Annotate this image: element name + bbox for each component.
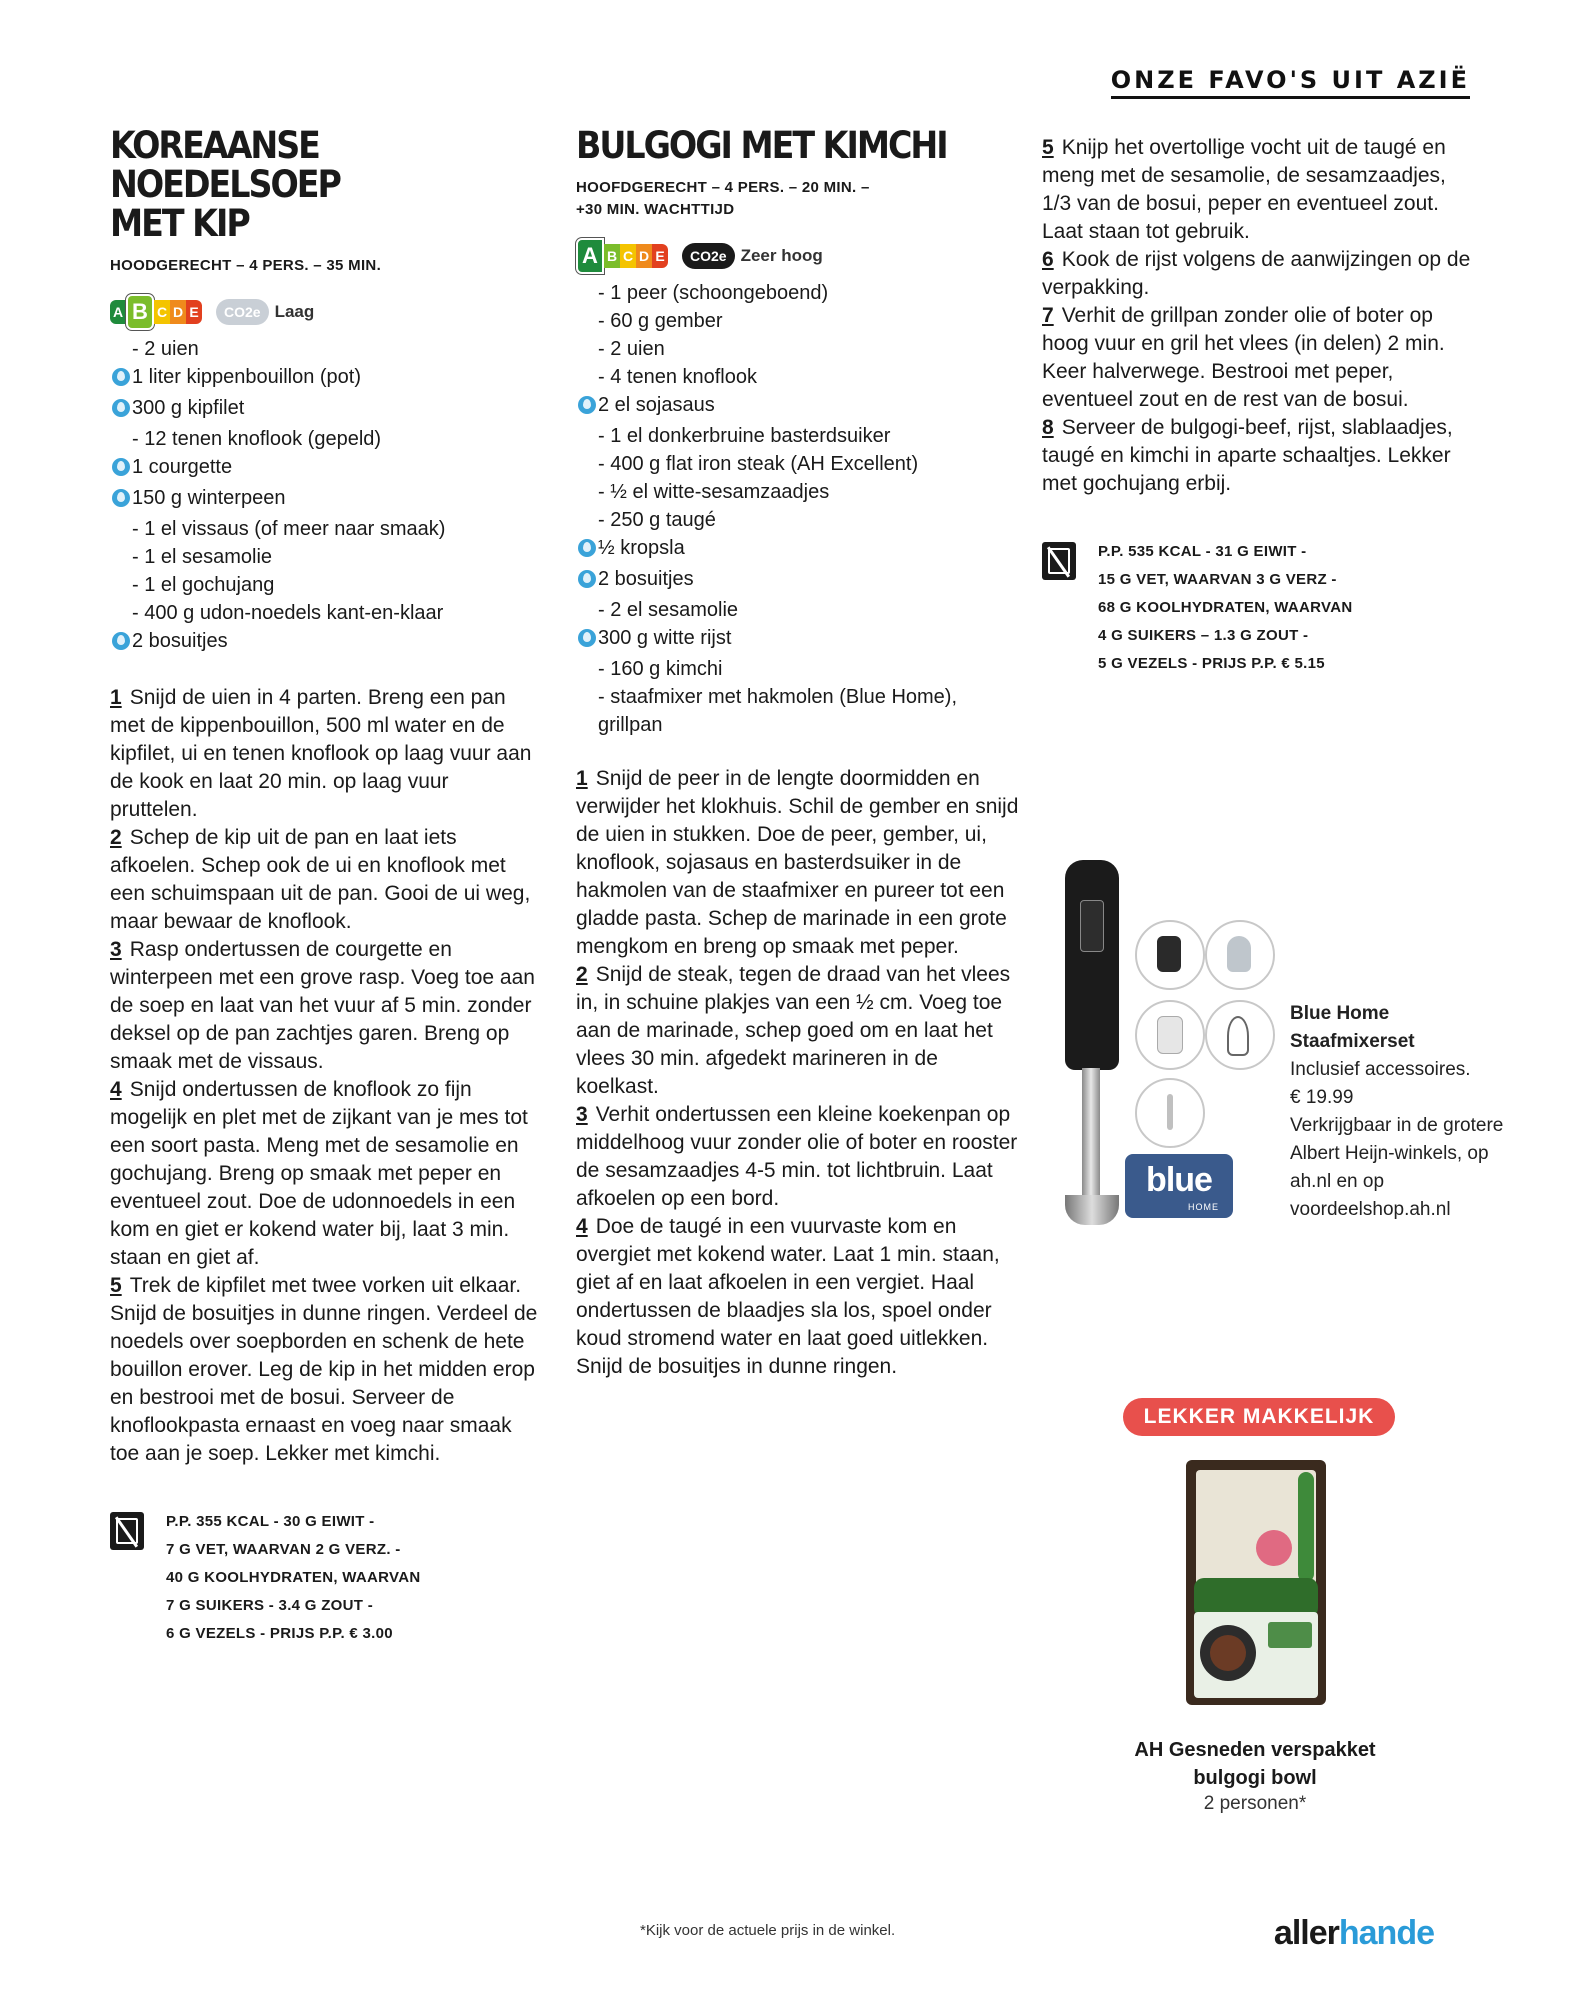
- recipe-meta: HOODGERECHT – 4 PERS. – 35 MIN.: [110, 257, 382, 274]
- package-servings: 2 personen*: [1203, 1793, 1307, 1814]
- nutrition-line: 7 G SUIKERS - 3.4 G ZOUT -: [166, 1597, 373, 1614]
- step-number: 2: [576, 963, 588, 986]
- nutrition-text: [1098, 538, 1353, 678]
- package-product-name: [1100, 1736, 1410, 1792]
- recipe-title-line2: MET KIP: [110, 202, 249, 245]
- nutrition-line: P.P. 535 KCAL - 31 G EIWIT -: [1098, 543, 1307, 560]
- nutriscore-badge: [576, 242, 668, 270]
- brand-part2: hande: [1338, 1914, 1434, 1952]
- ingredient-item: [110, 599, 540, 627]
- co2-cloud-icon: CO2e: [216, 299, 269, 325]
- ingredient-text: - 2 uien: [132, 338, 199, 360]
- nutrition-line: P.P. 355 KCAL - 30 G EIWIT -: [166, 1513, 375, 1530]
- ingredient-item: [576, 683, 1026, 739]
- ingredient-item: [576, 655, 1026, 683]
- blue-home-logo: [1125, 1154, 1233, 1218]
- recipe-step: [110, 1272, 540, 1468]
- mixer-promo: [1055, 850, 1515, 1230]
- nutrition-line: 4 G SUIKERS – 1.3 G ZOUT -: [1098, 627, 1309, 644]
- step-number: 8: [1042, 416, 1054, 439]
- accessory-shaft-icon: [1135, 1078, 1205, 1148]
- ingredient-item: [576, 565, 1026, 596]
- allerhande-logo: [1274, 1914, 1434, 1953]
- recipe-step: [1042, 302, 1472, 414]
- step-number: 4: [576, 1215, 588, 1238]
- bulgogi-bowl-package-image: [1186, 1460, 1326, 1705]
- ingredient-item: [576, 363, 1026, 391]
- co2-cloud-icon: CO2e: [682, 243, 735, 269]
- ingredient-text: - ½ el witte-sesamzaadjes: [598, 481, 830, 503]
- recipe-step: [1042, 134, 1472, 246]
- ingredient-text: 2 el sojasaus: [598, 394, 715, 416]
- ingredient-text: - 1 peer (schoongeboend): [598, 282, 829, 304]
- ingredient-item: [110, 571, 540, 599]
- ingredient-item: [576, 307, 1026, 335]
- nutrition-line: 68 G KOOLHYDRATEN, WAARVAN: [1098, 599, 1353, 616]
- recipe-meta: [576, 177, 1026, 221]
- product-availability: Verkrijgbaar in de grotere Albert Heijn-winkels, op ah.nl en op voordeelshop.ah.nl: [1290, 1115, 1504, 1220]
- step-number: 4: [110, 1078, 122, 1101]
- nutrition-line: 7 G VET, WAARVAN 2 G VERZ. -: [166, 1541, 401, 1558]
- ingredient-item: [576, 279, 1026, 307]
- water-drop-icon: [578, 539, 596, 557]
- ingredient-text: - 400 g udon-noedels kant-en-klaar: [132, 602, 444, 624]
- recipe-meta-line2: +30 MIN. WACHTTIJD: [576, 201, 735, 218]
- nutriscore-c: C: [620, 244, 636, 268]
- accessory-beaker-icon: [1135, 1000, 1205, 1070]
- recipe-meta-line1: HOOFDGERECHT – 4 PERS. – 20 MIN. –: [576, 179, 870, 196]
- accessory-whisk-icon: [1205, 1000, 1275, 1070]
- ingredient-text: - 400 g flat iron steak (AH Excellent): [598, 453, 919, 475]
- nutrition-line: 6 G VEZELS - PRIJS P.P. € 3.00: [166, 1625, 393, 1642]
- nutrition-line: 15 G VET, WAARVAN 3 G VERZ -: [1098, 571, 1337, 588]
- score-badges: [110, 295, 540, 329]
- ingredient-text: - 1 el gochujang: [132, 574, 275, 596]
- step-text: Snijd de uien in 4 parten. Breng een pan met de kippenbouillon, 500 ml water en de kipfilet, ui en tenen knoflook op laag vuur aan de kook en laat 20 min. op laag vuur pruttelen.: [110, 686, 532, 821]
- nutrition-info: [1042, 538, 1472, 678]
- nutriscore-a: A: [110, 300, 126, 324]
- recipe-bulgogi-continued: [1042, 134, 1472, 678]
- ingredient-text: - 160 g kimchi: [598, 658, 723, 680]
- ingredient-list: [110, 335, 540, 658]
- ingredient-item: [110, 363, 540, 394]
- product-name-line1: Blue Home: [1290, 1003, 1390, 1024]
- ingredient-text: - 1 el donkerbruine basterdsuiker: [598, 425, 891, 447]
- ingredient-text: - 2 el sesamolie: [598, 599, 739, 621]
- recipe-step: [1042, 414, 1472, 498]
- step-text: Serveer de bulgogi-beef, rijst, slablaadjes, taugé en kimchi in aparte schaaltjes. Lekker met gochujang erbij.: [1042, 416, 1453, 495]
- nutriscore-e: E: [652, 244, 668, 268]
- package-product-name-line1: AH Gesneden verspakket: [1134, 1739, 1376, 1761]
- nutrition-line: 40 G KOOLHYDRATEN, WAARVAN: [166, 1569, 421, 1586]
- ingredient-item: [110, 484, 540, 515]
- ingredient-item: [576, 506, 1026, 534]
- step-number: 6: [1042, 248, 1054, 271]
- recipe-steps: [576, 765, 1026, 1381]
- recipe-title: BULGOGI MET KIMCHI: [576, 124, 947, 167]
- ingredient-item: [110, 453, 540, 484]
- ingredient-item: [576, 596, 1026, 624]
- ingredient-text: - 250 g taugé: [598, 509, 716, 531]
- step-text: Trek de kipfilet met twee vorken uit elkaar. Snijd de bosuitjes in dunne ringen. Verdeel de noedels over soepborden en schenk de hete bouillon erover. Leg de kip in het midden erop en bestrooi met de bosui. Serveer de knoflookpasta ernaast en voeg naar smaak toe aan je soep. Lekker met kimchi.: [110, 1274, 538, 1465]
- step-text: Snijd ondertussen de knoflook zo fijn mogelijk en plet met de zijkant van je mes tot een soort pasta. Meng met de sesamolie en gochujang. Breng op smaak met peper en eventueel zout. Doe de udonnoedels in een kom en giet er kokend water bij, laat 3 min. staan en giet af.: [110, 1078, 528, 1269]
- water-drop-icon: [112, 489, 130, 507]
- step-text: Schep de kip uit de pan en laat iets afkoelen. Schep ook de ui en knoflook met een schuimspaan uit de pan. Gooi de ui weg, maar bewaar de knoflook.: [110, 826, 531, 933]
- nutriscore-d: D: [636, 244, 652, 268]
- ingredient-text: 2 bosuitjes: [598, 568, 694, 590]
- brand-part1: aller: [1273, 1914, 1339, 1952]
- section-title: ONZE FAVO'S UIT AZIË: [1111, 66, 1470, 99]
- ingredient-item: [576, 335, 1026, 363]
- step-text: Doe de taugé in een vuurvaste kom en overgiet met kokend water. Laat 1 min. staan, giet af en laat afkoelen in een vergiet. Haal ondertussen de blaadjes sla los, spoel onder koud stromend water en laat goed uitlekken. Snijd de bosuitjes in dunne ringen.: [576, 1215, 1000, 1378]
- ingredient-text: 1 liter kippenbouillon (pot): [132, 366, 362, 388]
- ingredient-item: [576, 450, 1026, 478]
- co2-level: Laag: [274, 302, 315, 321]
- ingredient-text: - 60 g gember: [598, 310, 723, 332]
- nutriscore-e: E: [186, 300, 202, 324]
- ingredient-text: ½ kropsla: [598, 537, 685, 559]
- package-product-name-line2: bulgogi bowl: [1193, 1767, 1317, 1789]
- nutriscore-c: C: [154, 300, 170, 324]
- accessory-bowl-icon: [1205, 920, 1275, 990]
- recipe-step: [1042, 246, 1472, 302]
- recipe-step: [576, 765, 1026, 961]
- hand-blender-image: [1065, 860, 1119, 1070]
- step-text: Kook de rijst volgens de aanwijzingen op de verpakking.: [1042, 248, 1471, 299]
- recipe-steps-continued: [1042, 134, 1472, 498]
- recipe-korean-noodle-soup: [110, 126, 540, 1648]
- accessory-chopper-icon: [1135, 920, 1205, 990]
- recipe-title: [110, 126, 540, 243]
- step-number: 1: [110, 686, 122, 709]
- blue-home-logo-sub: HOME: [1188, 1202, 1219, 1212]
- ingredient-text: - staafmixer met hakmolen (Blue Home), grillpan: [598, 686, 958, 736]
- step-number: 5: [1042, 136, 1054, 159]
- hand-blender-foot: [1065, 1195, 1119, 1225]
- ingredient-item: [576, 534, 1026, 565]
- ingredient-item: [110, 627, 540, 658]
- step-text: Verhit de grillpan zonder olie of boter op hoog vuur en gril het vlees (in delen) 2 min. Keer halverwege. Bestrooi met peper, eventueel zout en de rest van de bosui.: [1042, 304, 1445, 411]
- recipe-step: [110, 684, 540, 824]
- ingredient-text: 2 bosuitjes: [132, 630, 228, 652]
- nutrition-line: 5 G VEZELS - PRIJS P.P. € 5.15: [1098, 655, 1325, 672]
- price-footnote: *Kijk voor de actuele prijs in de winkel.: [640, 1922, 896, 1939]
- step-text: Verhit ondertussen een kleine koekenpan op middelhoog vuur zonder olie of boter en rooster de sesamzaadjes 4-5 min. tot lichtbruin. Laat afkoelen op een bord.: [576, 1103, 1018, 1210]
- nutriscore-b-active: B: [126, 294, 154, 330]
- ingredient-item: [576, 422, 1026, 450]
- step-text: Snijd de steak, tegen de draad van het vlees in, in schuine plakjes van een ½ cm. Voeg toe aan de marinade, schep goed om en laat het vlees 30 min. afgedekt marineren in de koelkast.: [576, 963, 1011, 1098]
- step-number: 1: [576, 767, 588, 790]
- step-number: 3: [576, 1103, 588, 1126]
- step-number: 3: [110, 938, 122, 961]
- water-drop-icon: [112, 632, 130, 650]
- water-drop-icon: [112, 458, 130, 476]
- step-number: 7: [1042, 304, 1054, 327]
- ingredient-text: 300 g kipfilet: [132, 397, 245, 419]
- ingredient-text: - 12 tenen knoflook (gepeld): [132, 428, 382, 450]
- nutriscore-d: D: [170, 300, 186, 324]
- ingredient-text: 300 g witte rijst: [598, 627, 732, 649]
- water-drop-icon: [112, 399, 130, 417]
- nutrition-icon: [110, 1512, 144, 1550]
- nutrition-info: [110, 1508, 540, 1648]
- step-number: 2: [110, 826, 122, 849]
- water-drop-icon: [112, 368, 130, 386]
- step-text: Rasp ondertussen de courgette en winterpeen met een grove rasp. Voeg toe aan de soep en laat van het vuur af 5 min. zonder deksel op de pan zachtjes garen. Breng op smaak met de vissaus.: [110, 938, 535, 1073]
- water-drop-icon: [578, 629, 596, 647]
- recipe-bulgogi-kimchi: [576, 126, 1026, 1381]
- step-text: Knijp het overtollige vocht uit de taugé en meng met de sesamolie, de sesamzaadjes, 1/3 van de bosui, peper en eventueel zout. Laat staan tot gebruik.: [1042, 136, 1446, 243]
- ingredient-item: [110, 394, 540, 425]
- ingredient-item: [576, 478, 1026, 506]
- nutrition-text: [166, 1508, 421, 1648]
- recipe-title-line1: KOREAANSE NOEDELSOEP: [110, 124, 340, 206]
- recipe-steps: [110, 684, 540, 1468]
- nutrition-icon: [1042, 542, 1076, 580]
- ingredient-text: 1 courgette: [132, 456, 233, 478]
- product-price: € 19.99: [1290, 1087, 1354, 1108]
- nutriscore-a-active: A: [576, 238, 604, 274]
- water-drop-icon: [578, 570, 596, 588]
- product-name-line2: Staafmixerset: [1290, 1031, 1415, 1052]
- ingredient-text: - 1 el sesamolie: [132, 546, 273, 568]
- mixer-promo-text: [1290, 1000, 1520, 1224]
- blue-home-logo-text: blue: [1146, 1161, 1212, 1199]
- co2-level: Zeer hoog: [740, 246, 823, 265]
- ingredient-item: [110, 335, 540, 363]
- ingredient-item: [576, 391, 1026, 422]
- ingredient-text: - 2 uien: [598, 338, 665, 360]
- nutriscore-badge: [110, 298, 202, 326]
- recipe-step: [110, 824, 540, 936]
- recipe-step: [576, 1213, 1026, 1381]
- product-description: Inclusief accessoires.: [1290, 1059, 1471, 1080]
- recipe-step: [110, 1076, 540, 1272]
- ingredient-list: [576, 279, 1026, 739]
- nutriscore-b: B: [604, 244, 620, 268]
- ingredient-text: - 4 tenen knoflook: [598, 366, 757, 388]
- water-drop-icon: [578, 396, 596, 414]
- ingredient-item: [110, 543, 540, 571]
- recipe-step: [576, 1101, 1026, 1213]
- recipe-step: [576, 961, 1026, 1101]
- ingredient-item: [110, 515, 540, 543]
- step-text: Snijd de peer in de lengte doormidden en verwijder het klokhuis. Schil de gember en snijd de uien in stukken. Doe de peer, gember, ui, knoflook, sojasaus en basterdsuiker in de hakmolen van de staafmixer en pureer tot een gladde pasta. Schep de marinade in een grote mengkom en breng op smaak met peper.: [576, 767, 1019, 958]
- lekker-makkelijk-badge: LEKKER MAKKELIJK: [1123, 1398, 1395, 1436]
- recipe-step: [110, 936, 540, 1076]
- score-badges: [576, 239, 1026, 273]
- ingredient-item: [576, 624, 1026, 655]
- ingredient-text: 150 g winterpeen: [132, 487, 286, 509]
- ingredient-item: [110, 425, 540, 453]
- step-number: 5: [110, 1274, 122, 1297]
- ingredient-text: - 1 el vissaus (of meer naar smaak): [132, 518, 446, 540]
